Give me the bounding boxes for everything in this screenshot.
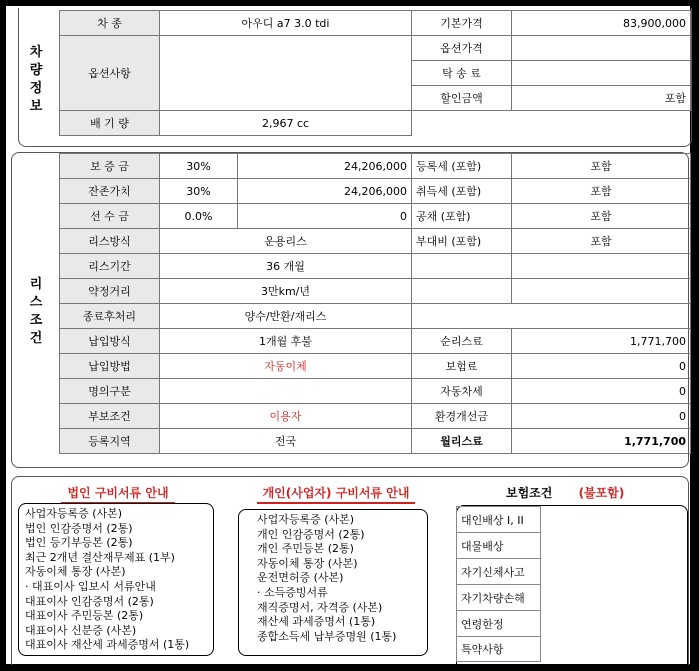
vehicle-tax-label: 자동차세 xyxy=(412,379,512,404)
end-handling-label: 종료후처리 xyxy=(60,304,160,329)
corporate-doc-item: 최근 2개년 결산재무제표 (1부) xyxy=(25,550,175,564)
individual-docs-list xyxy=(238,509,428,656)
individual-doc-item: 개인 인감증명서 (2통) xyxy=(257,527,365,541)
environment-charge-value: 0 xyxy=(512,404,691,429)
deposit-label: 보 증 금 xyxy=(60,154,160,179)
payment-method-value: 자동이체 xyxy=(160,354,412,379)
prepayment-rate: 0.0% xyxy=(160,204,238,229)
end-handling-value: 양수/반환/재리스 xyxy=(160,304,412,329)
deposit-rate: 30% xyxy=(160,154,238,179)
individual-docs-title: 개인(사업자) 구비서류 안내 xyxy=(236,484,436,501)
insurance-conditions-table xyxy=(456,506,541,662)
corporate-doc-item: 대표이사 재산세 과세증명서 (1통) xyxy=(25,638,190,652)
lease-period-label: 리스기간 xyxy=(60,254,160,279)
lease-quote-sheet xyxy=(6,6,690,664)
corporate-doc-item: 법인 등기부등본 (2통) xyxy=(25,536,133,550)
discount-value: 포함 xyxy=(512,86,691,111)
vehicle-info-section-label: 차 량 정 보 xyxy=(29,45,43,114)
region-label: 등록지역 xyxy=(60,429,160,454)
discount-label: 할인금액 xyxy=(412,86,512,111)
individual-doc-item: 개인 주민등본 (2통) xyxy=(257,542,354,556)
corporate-doc-item: 사업자등록증 (사본) xyxy=(25,507,123,520)
payment-method-label: 납입방법 xyxy=(60,354,160,379)
net-lease-fee-label: 순리스료 xyxy=(412,329,512,354)
prepayment-amount: 0 xyxy=(238,204,412,229)
environment-charge-label: 환경개선금 xyxy=(412,404,512,429)
registration-tax-value: 포함 xyxy=(512,154,691,179)
model-value: 아우디 a7 3.0 tdi xyxy=(160,11,412,36)
payment-mode-label: 납입방식 xyxy=(60,329,160,354)
corporate-docs-list xyxy=(18,503,214,656)
monthly-fee-value: 1,771,700 xyxy=(512,429,691,454)
individual-doc-item: 사업자등록증 (사본) xyxy=(257,513,355,526)
insurance-item-bodily: 대인배상 I, II xyxy=(457,507,541,533)
registration-tax-label: 등록세 (포함) xyxy=(412,154,512,179)
option-price-label: 옵션가격 xyxy=(412,36,512,61)
residual-value-label: 잔존가치 xyxy=(60,179,160,204)
prepayment-label: 선 수 금 xyxy=(60,204,160,229)
incidental-cost-value: 포함 xyxy=(512,229,691,254)
individual-doc-item: · 소득증빙서류 xyxy=(257,585,328,599)
corporate-doc-item: 자동이체 통장 (사본) xyxy=(25,565,126,579)
mileage-label: 약정거리 xyxy=(60,279,160,304)
delivery-fee-label: 탁 송 료 xyxy=(412,61,512,86)
net-lease-fee-value: 1,771,700 xyxy=(512,329,691,354)
individual-doc-item: 재산세 과세증명서 (1통) xyxy=(257,615,376,629)
insurance-item-age-limit: 연령한정 xyxy=(457,611,541,637)
guarantee-label: 부보조건 xyxy=(60,404,160,429)
mileage-value: 3만km/년 xyxy=(160,279,412,304)
payment-mode-value: 1개월 후불 xyxy=(160,329,412,354)
corporate-docs-title: 법인 구비서류 안내 xyxy=(16,484,220,501)
corporate-doc-item: 대표이사 인감증명서 (2통) xyxy=(25,594,154,608)
deposit-amount: 24,206,000 xyxy=(238,154,412,179)
displacement-value: 2,967 cc xyxy=(160,111,412,136)
options-value xyxy=(160,36,412,111)
model-label: 차 종 xyxy=(60,11,160,36)
guarantee-value: 이용자 xyxy=(160,404,412,429)
title-holder-label: 명의구분 xyxy=(60,379,160,404)
insurance-item-special-terms: 특약사항 xyxy=(457,637,541,662)
delivery-fee-value xyxy=(512,61,691,86)
acquisition-tax-label: 취득세 (포함) xyxy=(412,179,512,204)
individual-doc-item: 자동이체 통장 (사본) xyxy=(257,556,358,570)
region-value: 전국 xyxy=(160,429,412,454)
individual-doc-item: 종합소득세 납부증명원 (1통) xyxy=(257,629,397,643)
insurance-included-note: (불포함) xyxy=(578,486,625,500)
corporate-doc-item: 법인 인감증명서 (2통) xyxy=(25,521,133,535)
insurance-title-text: 보험조건 xyxy=(506,486,553,500)
incidental-cost-label: 부대비 (포함) xyxy=(412,229,512,254)
bond-value: 포함 xyxy=(512,204,691,229)
vehicle-tax-value: 0 xyxy=(512,379,691,404)
lease-conditions-section-label: 리 스 조 건 xyxy=(29,277,43,346)
individual-doc-item: 운전면허증 (사본) xyxy=(257,571,344,585)
insurance-item-property: 대물배상 xyxy=(457,533,541,559)
base-price-label: 기본가격 xyxy=(412,11,512,36)
option-price-value xyxy=(512,36,691,61)
acquisition-tax-value: 포함 xyxy=(512,179,691,204)
vehicle-info-table xyxy=(59,10,691,136)
lease-period-value: 36 개월 xyxy=(160,254,412,279)
insurance-item-self-injury: 자기신체사고 xyxy=(457,559,541,585)
insurance-fee-value: 0 xyxy=(512,354,691,379)
insurance-fee-label: 보험료 xyxy=(412,354,512,379)
lease-method-label: 리스방식 xyxy=(60,229,160,254)
corporate-doc-item: 대표이사 주민등본 (2통) xyxy=(25,609,144,623)
options-label: 옵션사항 xyxy=(60,36,160,111)
residual-value-rate: 30% xyxy=(160,179,238,204)
base-price-value: 83,900,000 xyxy=(512,11,691,36)
lease-method-value: 운용리스 xyxy=(160,229,412,254)
insurance-item-own-damage: 자기차량손해 xyxy=(457,585,541,611)
corporate-doc-item: · 대표이사 입보시 서류안내 xyxy=(25,579,156,593)
bond-label: 공채 (포함) xyxy=(412,204,512,229)
individual-doc-item: 재직증명서, 자격증 (사본) xyxy=(257,600,383,614)
displacement-label: 배 기 량 xyxy=(60,111,160,136)
corporate-doc-item: 대표이사 신분증 (사본) xyxy=(25,623,137,637)
residual-value-amount: 24,206,000 xyxy=(238,179,412,204)
lease-conditions-table xyxy=(59,153,691,454)
insurance-title xyxy=(506,484,624,501)
monthly-fee-label: 월리스료 xyxy=(412,429,512,454)
